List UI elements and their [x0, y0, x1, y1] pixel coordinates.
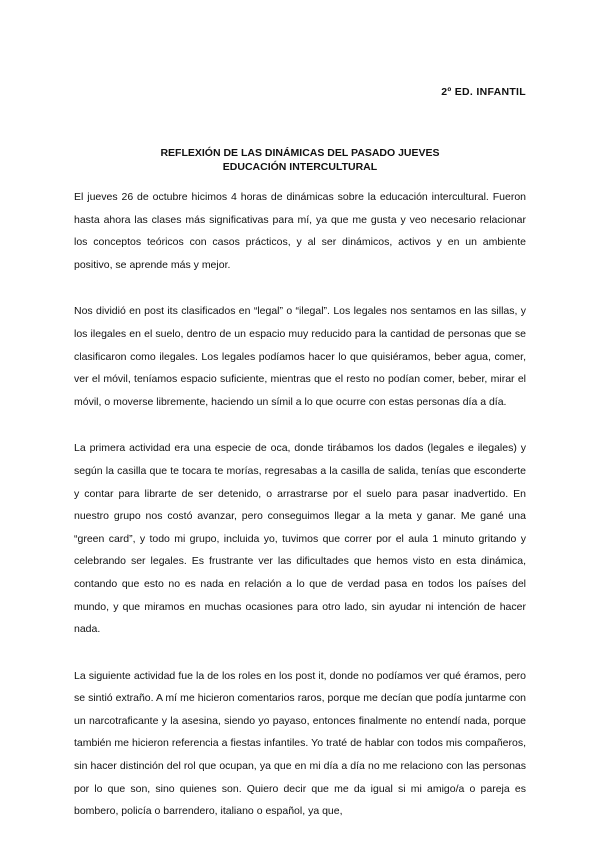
paragraph-4: La siguiente actividad fue la de los roles en los post it, donde no podíamos ver qué éramos, pero se sintió extraño. A mí me hicieron comentarios raros, porque me decían que podía juntarme con un narcotraficante y la asesina, siendo yo payaso, entonces finalmente no entendí nada, porque también me hicieron referencia a fiestas infantiles. Yo traté de hablar con todos mis compañeros, sin hacer distinción del rol que ocupan, ya que en mi día a día no me relaciono con las personas por lo que son, sino quienes son. Quiero decir que me da igual si mi amigo/a o pareja es bombero, policía o barrendero, italiano o español, ya que, [74, 669, 526, 818]
paragraph-1: El jueves 26 de octubre hicimos 4 horas de dinámicas sobre la educación intercultural. Fueron hasta ahora las clases más significativas para mí, ya que me gusta y veo necesario relacionar los conceptos teóricos con casos prácticos, y al ser dinámicos, activos y en un ambiente positivo, se aprende más y mejor. [74, 191, 526, 271]
title-line-2: EDUCACIÓN INTERCULTURAL [222, 161, 378, 173]
document-title [74, 146, 526, 174]
document-body [74, 186, 526, 847]
title-line-1: REFLEXIÓN DE LAS DINÁMICAS DEL PASADO JUEVES [160, 147, 440, 159]
course-label: 2º ED. INFANTIL [441, 86, 526, 98]
paragraph-3: La primera actividad era una especie de oca, donde tirábamos los dados (legales e ilegales) y según la casilla que te tocara te morías, regresabas a la casilla de salida, tenías que esconderte y contar para librarte de ser detenido, o arrastrarse por el suelo para pasar inadvertido. En nuestro grupo nos costó avanzar, pero conseguimos llegar a la meta y ganar. Me gané una “green card”, y todo mi grupo, incluida yo, tuvimos que correr por el aula 1 minuto gritando y celebrando ser legales. Es frustrante ver las dificultades que hemos visto en esta dinámica, contando que esto no es nada en relación a lo que de verdad pasa en todos los países del mundo, y que miramos en muchas ocasiones para otro lado, sin ayudar ni intención de hacer nada. [74, 442, 526, 636]
paragraph-2: Nos dividió en post its clasificados en “legal” o “ilegal”. Los legales nos sentamos en las sillas, y los ilegales en el suelo, dentro de un espacio muy reducido para la cantidad de personas que se clasificaron como ilegales. Los legales podíamos hacer lo que quisiéramos, beber agua, comer, ver el móvil, teníamos espacio suficiente, mientras que el resto no podían comer, beber, mirar el móvil, o moverse libremente, haciendo un símil a lo que ocurre con estas personas día a día. [74, 305, 526, 408]
